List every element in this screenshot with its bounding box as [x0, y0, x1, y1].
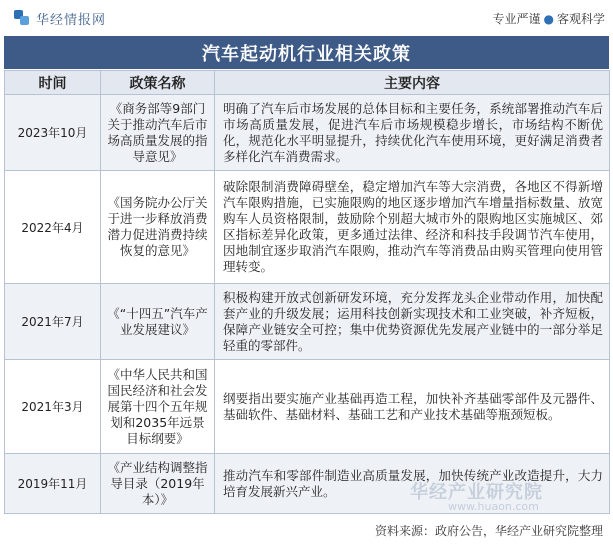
slogan-left: 专业严谨: [492, 11, 541, 26]
column-header-content: 主要内容: [215, 71, 610, 95]
cell-policy: 《国务院办公厅关于进一步释放消费潜力促进消费持续恢复的意见》: [101, 171, 215, 284]
brand-name: 华经情报网: [36, 12, 107, 28]
top-header: [0, 0, 613, 36]
cell-policy: 《商务部等9部门关于推动汽车后市场高质量发展的指导意见》: [101, 95, 215, 171]
policy-table: [4, 70, 610, 514]
cell-content: 破除限制消费障碍壁垒，稳定增加汽车等大宗消费，各地区不得新增汽车限购措施，已实施限购的地区逐步增加汽车增量指标数量、放宽购车人员资格限制，鼓励除个别超大城市外的限购地区实施城区、郊区指标差异化政策，更多通过法律、经济和科技手段调节汽车使用，因地制宜逐步取消汽车限购，推动汽车等消费品由购买管理向使用管理转变。: [215, 171, 610, 284]
cell-policy: 《产业结构调整指导目录（2019年本）》: [101, 454, 215, 514]
column-header-time: 时间: [5, 71, 101, 95]
column-header-policy: 政策名称: [101, 71, 215, 95]
brand[interactable]: [14, 9, 106, 28]
source-note: 资料来源：政府公告，华经产业研究院整理: [374, 524, 603, 538]
cell-policy: 《中华人民共和国国民经济和社会发展第十四个五年规划和2035年远景目标纲要》: [101, 360, 215, 454]
table-row: [5, 360, 610, 454]
table-header-row: [5, 71, 610, 95]
cell-time: 2021年3月: [5, 360, 101, 454]
cell-content: 纲要指出要实施产业基础再造工程，加快补齐基础零部件及元器件、基础软件、基础材料、基础工艺和产业技术基础等瓶颈短板。: [215, 360, 610, 454]
cell-content: 推动汽车和零部件制造业高质量发展，加快传统产业改造提升，大力培育发展新兴产业。: [215, 454, 610, 514]
watermark-text: 华经产业研究院: [410, 482, 543, 503]
cell-time: 2022年4月: [5, 171, 101, 284]
cell-time: 2019年11月: [5, 454, 101, 514]
cell-content: 明确了汽车后市场发展的总体目标和主要任务，系统部署推动汽车后市场高质量发展，促进汽车后市场规模稳步增长，市场结构不断优化，规范化水平明显提升，持续优化汽车使用环境，更好满足消费者多样化汽车消费需求。: [215, 95, 610, 171]
cell-time: 2023年10月: [5, 95, 101, 171]
cell-time: 2021年7月: [5, 284, 101, 360]
table-row: [5, 284, 610, 360]
watermark-url: www.huaon.com: [448, 500, 539, 513]
cell-content: 积极构建开放式创新研发环境，充分发挥龙头企业带动作用，加快配套产业的升级发展；运用科技创新实现技术和工业突破，补齐短板，保障产业链安全可控；集中优势资源优先发展产业链中的一部分举足轻重的零部件。: [215, 284, 610, 360]
page-title: 汽车起动机行业相关政策: [4, 36, 609, 69]
cell-policy: 《“十四五”汽车产业发展建议》: [101, 284, 215, 360]
table-row: [5, 171, 610, 284]
brand-logo-icon: [14, 10, 30, 26]
slogan-separator-icon: ●: [543, 11, 554, 26]
table-row: [5, 95, 610, 171]
slogan: [492, 10, 605, 27]
slogan-right: 客观科学: [556, 11, 605, 26]
